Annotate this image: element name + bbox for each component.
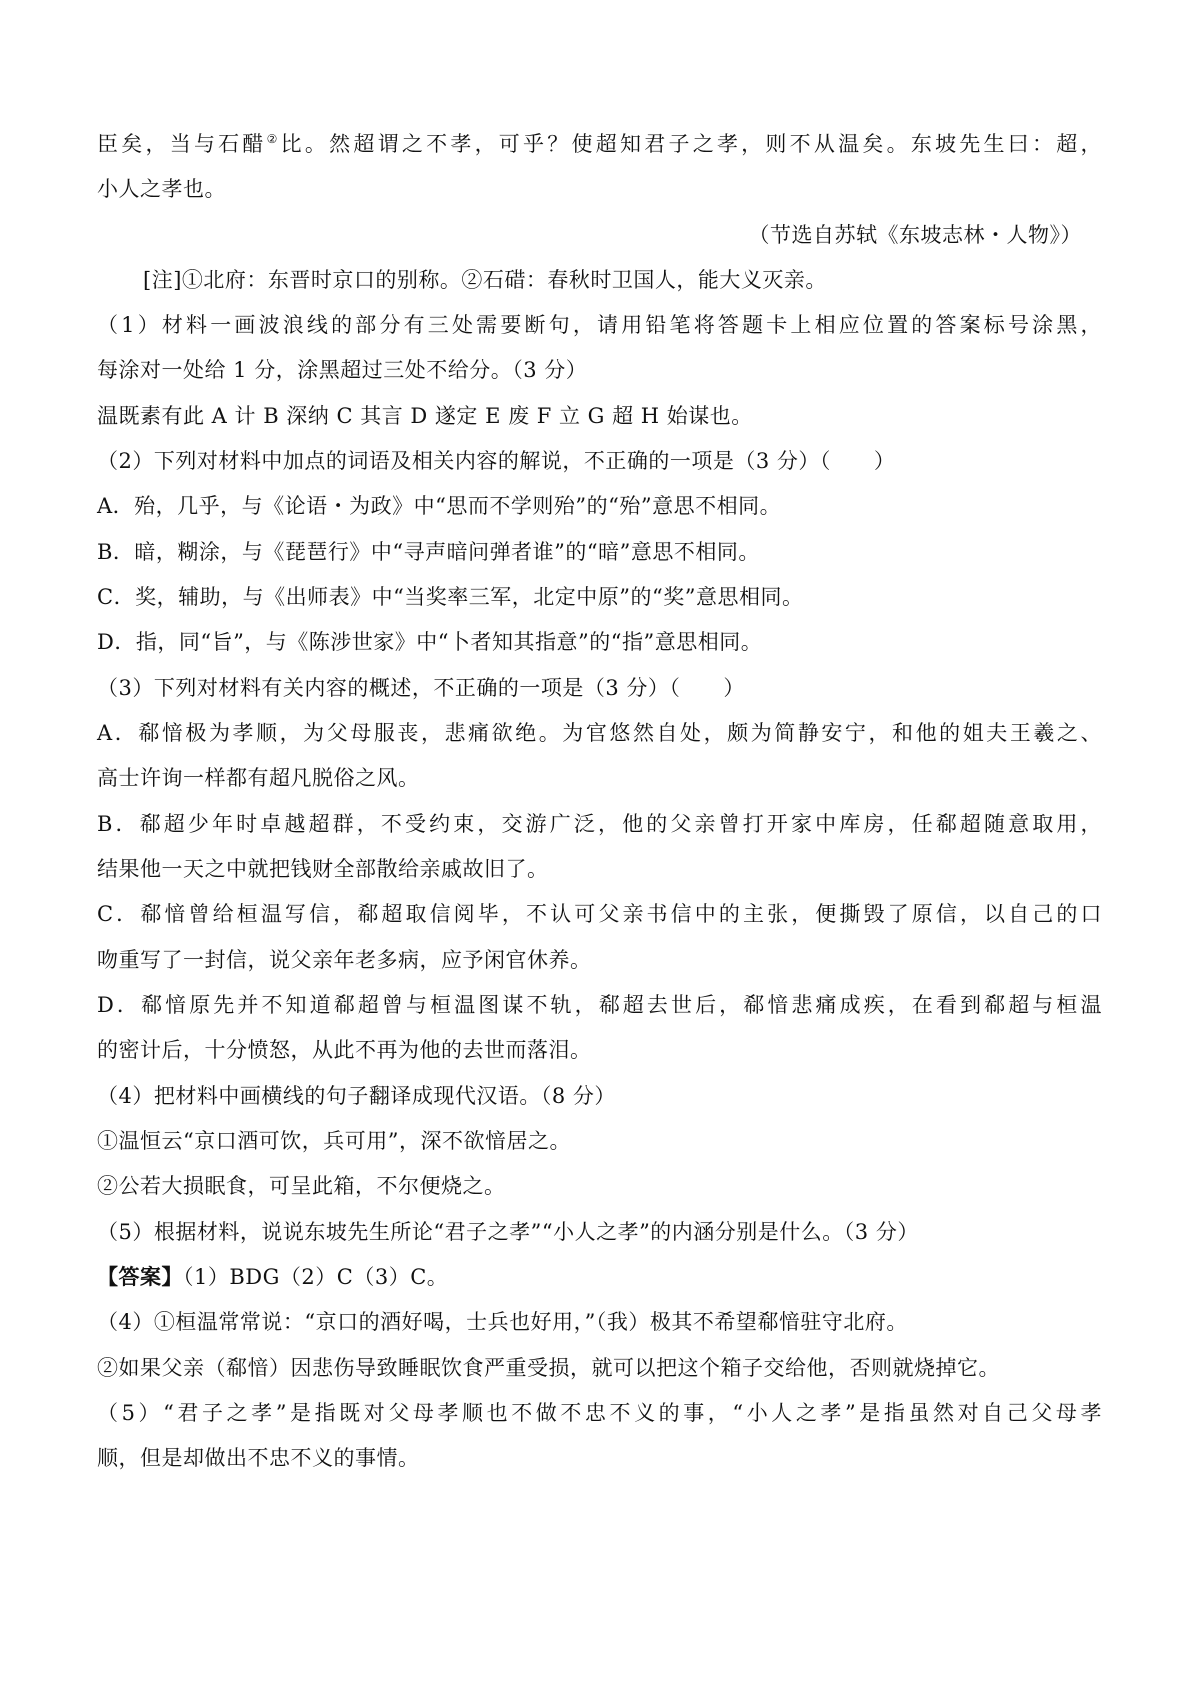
question-5-stem: （5）根据材料，说说东坡先生所论“君子之孝”“小人之孝”的内涵分别是什么。（3 分）: [97, 1220, 919, 1244]
question-3-option-b-cont: 结果他一天之中就把钱财全部散给亲戚故旧了。: [97, 857, 549, 881]
question-3-option-c-cont: 吻重写了一封信，说父亲年老多病，应予闲官休养。: [97, 948, 592, 972]
annotation-note: [注]①北府：东晋时京口的别称。②石碏：春秋时卫国人，能大义灭亲。: [143, 268, 827, 292]
question-3-option-b: B．郗超少年时卓越超群，不受约束，交游广泛，他的父亲曾打开家中库房，任郗超随意取用，: [97, 812, 1102, 836]
question-3-option-d: D．郗愔原先并不知道郗超曾与桓温图谋不轨，郗超去世后，郗愔悲痛成疾，在看到郗超与桓温: [97, 993, 1102, 1017]
question-3-option-d-cont: 的密计后，十分愤怒，从此不再为他的去世而落泪。: [97, 1038, 592, 1062]
question-3-option-a-cont: 高士许询一样都有超凡脱俗之风。: [97, 766, 420, 790]
question-1-sentence: 温既素有此 A 计 B 深纳 C 其言 D 遂定 E 废 F 立 G 超 H 始谋也。: [97, 404, 753, 428]
passage-line-2: 小人之孝也。: [97, 177, 226, 201]
answer-line-1: [97, 1262, 448, 1292]
question-3-stem: （3）下列对材料有关内容的概述，不正确的一项是（3 分）（ ）: [97, 676, 745, 700]
question-1-stem: （1）材料一画波浪线的部分有三处需要断句，请用铅笔将答题卡上相应位置的答案标号涂黑，: [97, 313, 1102, 337]
footnote-mark: ②: [266, 132, 281, 146]
passage-text: 比。然超谓之不孝，可乎？使超知君子之孝，则不从温矣。东坡先生曰：超，: [280, 132, 1103, 156]
question-2-option-d: D．指，同“旨”，与《陈涉世家》中“卜者知其指意”的“指”意思相同。: [97, 630, 763, 654]
question-4-sentence-2: ②公若大损眠食，可呈此箱，不尔便烧之。: [97, 1174, 506, 1198]
passage-text: 臣矣，当与石醋: [97, 132, 267, 156]
source-citation: （节选自苏轼《东坡志林・人物》）: [748, 223, 1082, 247]
answer-label: 【答案】: [97, 1264, 183, 1289]
answer-line-4: （5）“君子之孝”是指既对父母孝顺也不做不忠不义的事，“小人之孝”是指虽然对自己父母孝: [97, 1401, 1102, 1425]
answer-line-2: （4）①桓温常常说：“京口的酒好喝，士兵也好用，”（我）极其不希望郗愔驻守北府。: [97, 1310, 908, 1334]
question-4-sentence-1: ①温恒云“京口酒可饮，兵可用”，深不欲愔居之。: [97, 1129, 571, 1153]
question-4-stem: （4）把材料中画横线的句子翻译成现代汉语。（8 分）: [97, 1084, 616, 1108]
question-3-option-a: A．郗愔极为孝顺，为父母服丧，悲痛欲绝。为官悠然自处，颇为简静安宁，和他的姐夫王羲之、: [97, 721, 1102, 745]
question-2-stem: （2）下列对材料中加点的词语及相关内容的解说，不正确的一项是（3 分）（ ）: [97, 449, 896, 473]
question-2-option-a: A．殆，几乎，与《论语・为政》中“思而不学则殆”的“殆”意思不相同。: [97, 494, 782, 518]
answer-line-5: 顺，但是却做出不忠不义的事情。: [97, 1446, 420, 1470]
question-3-option-c: C．郗愔曾给桓温写信，郗超取信阅毕，不认可父亲书信中的主张，便撕毁了原信，以自己的口: [97, 902, 1102, 926]
answer-choices: （1）BDG（2）C（3）C。: [183, 1265, 449, 1289]
question-2-option-b: B．暗，糊涂，与《琵琶行》中“寻声暗问弹者谁”的“暗”意思不相同。: [97, 540, 760, 564]
passage-line-1: [97, 129, 1102, 159]
question-2-option-c: C．奖，辅助，与《出师表》中“当奖率三军，北定中原”的“奖”意思相同。: [97, 585, 804, 609]
question-1-scoring: 每涂对一处给 1 分，涂黑超过三处不给分。（3 分）: [97, 358, 588, 382]
answer-line-3: ②如果父亲（郗愔）因悲伤导致睡眠饮食严重受损，就可以把这个箱子交给他，否则就烧掉它。: [97, 1356, 1000, 1380]
